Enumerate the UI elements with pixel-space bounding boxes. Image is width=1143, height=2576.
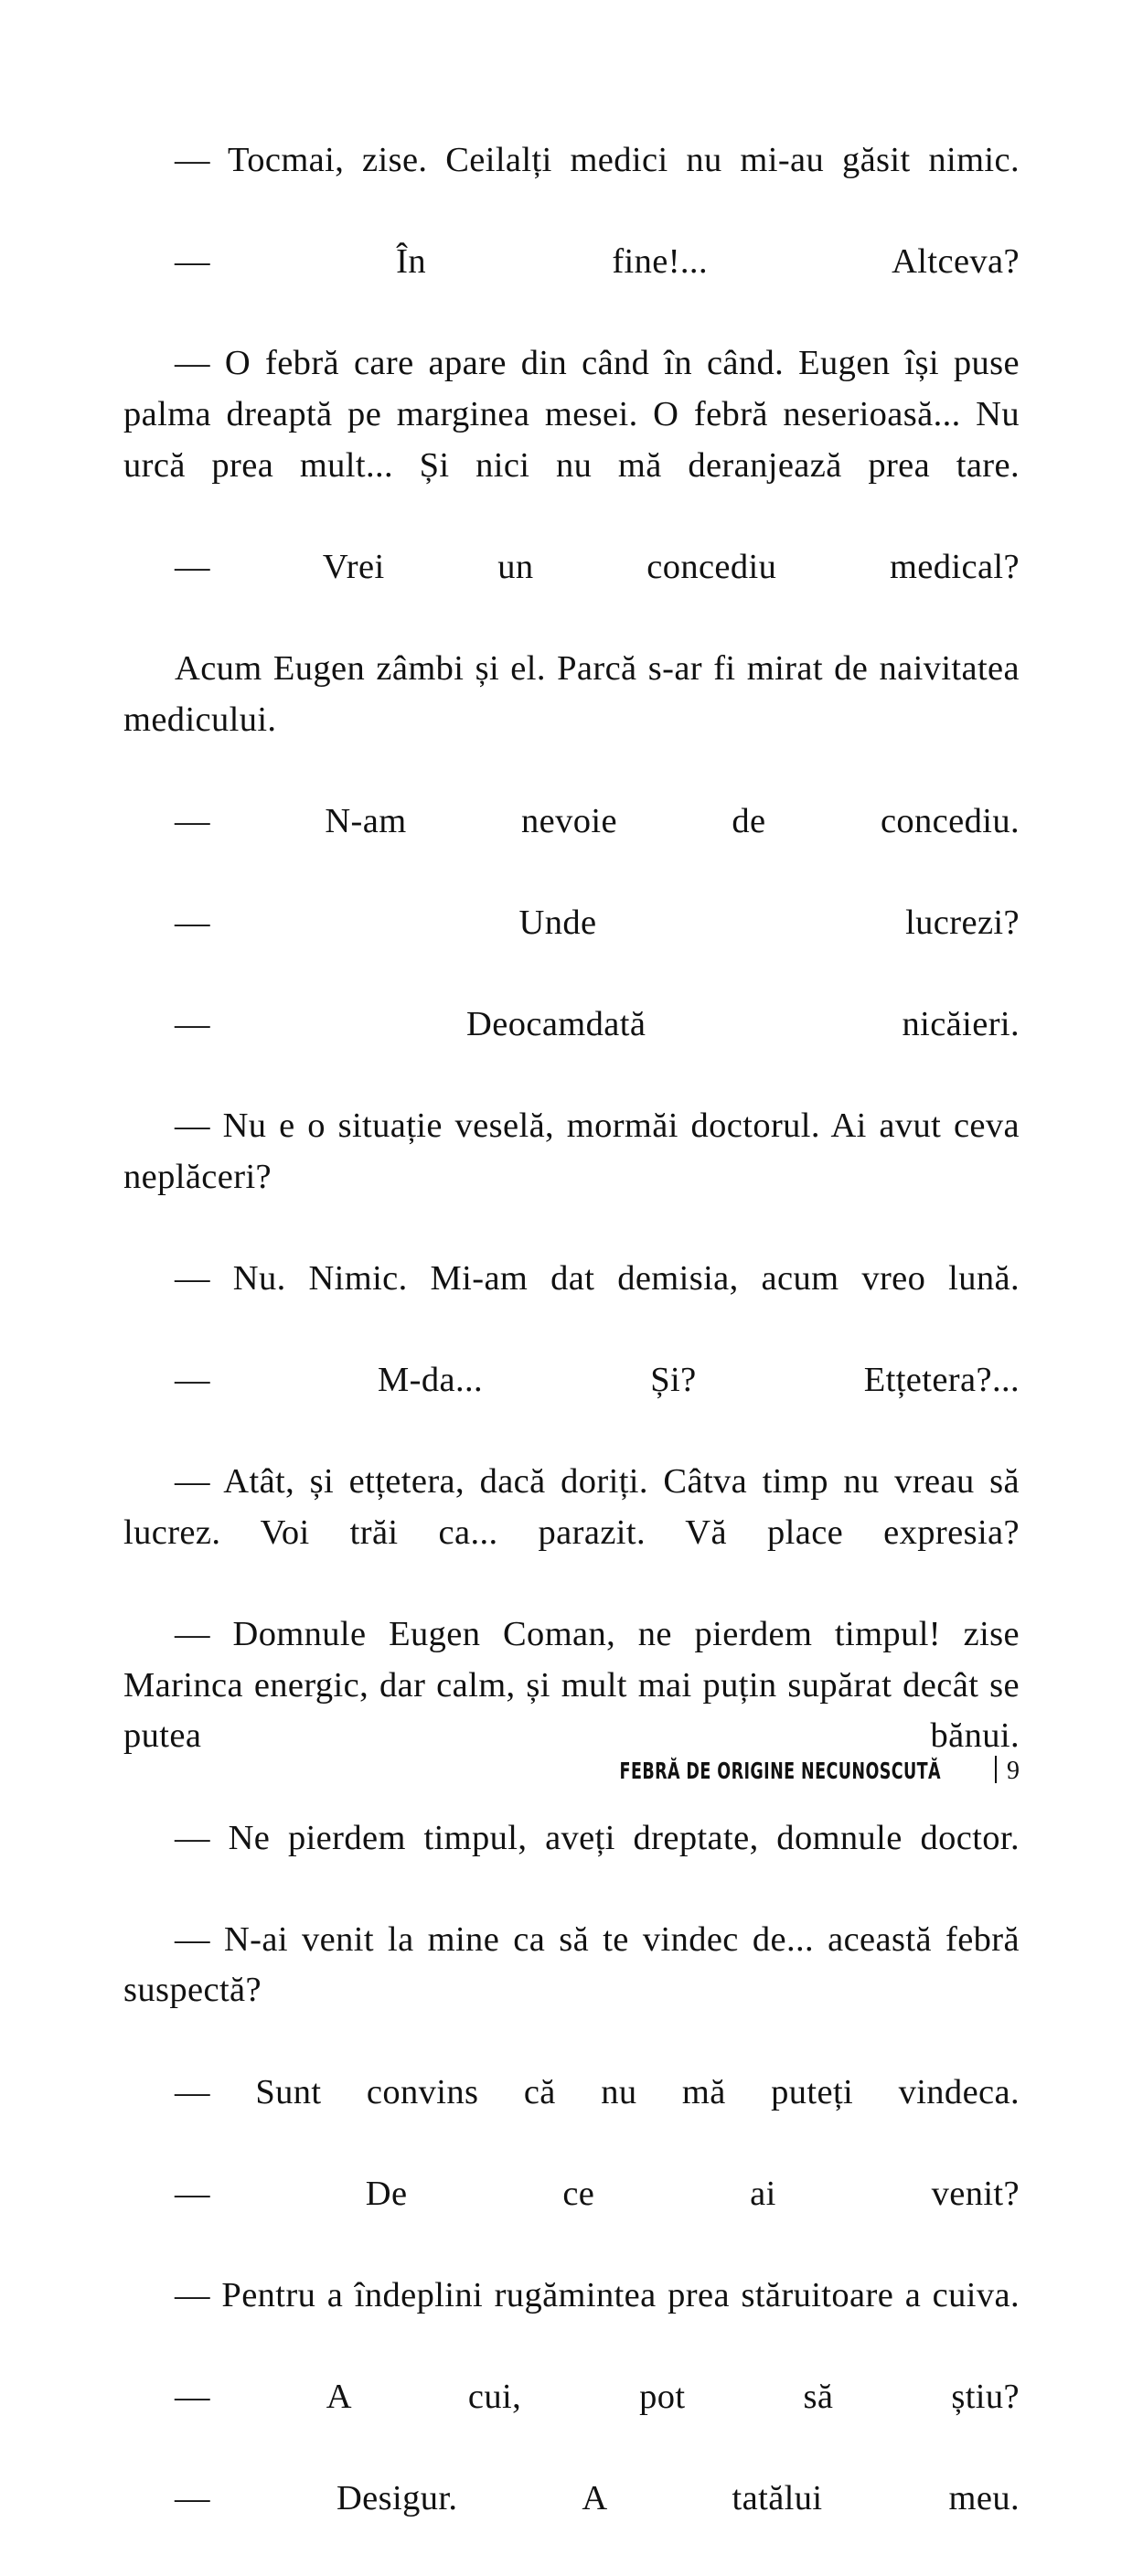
page-footer [123,1751,1020,1786]
body-paragraph: — Deocamdată nicăieri. [175,1005,1020,1044]
body-paragraph: — Vrei un concediu medical? [175,547,1020,586]
body-paragraph: — În fine!... Altceva? [175,242,1020,282]
page-number: 9 [1007,1757,1020,1785]
body-paragraph: — Atât, și etțetera, dacă doriți. Câtva timp nu vreau să lucrez. Voi trăi ca... parazit. Vă place expresia? [123,1462,1020,1553]
body-paragraph: — Tocmai, zise. Ceilalți medici nu mi-au găsit nimic. [175,141,1020,179]
body-paragraph: — Domnule Eugen Coman, ne pierdem timpul! zise Marinca energic, dar calm, și mult mai puțin supărat decât se putea bănui. [123,1615,1020,1756]
body-paragraph: — Ne pierdem timpul, aveți dreptate, domnule doctor. [175,1818,1020,1857]
body-paragraph: — Nu. Nimic. Mi-am dat demisia, acum vreo lună. [175,1259,1020,1299]
footer-separator-rule [995,1756,997,1783]
body-paragraph: — O febră care apare din când în când. Eugen își puse palma dreaptă pe marginea mesei. O febră neserioasă... Nu urcă prea mult... Și nici nu mă deranjează prea tare. [123,344,1020,485]
body-paragraph: — A cui, pot să știu? [175,2378,1020,2417]
body-paragraph: Acum Eugen zâmbi și el. Parcă s-ar fi mirat de naivitatea medicului. [123,648,1020,739]
body-paragraph: — N-am nevoie de concediu. [175,801,1020,840]
body-paragraph: — M-da... Și? Etțetera?... [175,1361,1020,1400]
body-paragraph: — De ce ai venit? [175,2174,1020,2213]
body-paragraph: — N-ai venit la mine ca să te vindec de... această febră suspectă? [123,1919,1020,2010]
body-paragraph: — Nu e o situație veselă, mormăi doctorul. Ai avut ceva neplăceri? [123,1106,1020,1196]
running-title: FEBRĂ DE ORIGINE NECUNOSCUTĂ [619,1758,942,1784]
body-paragraph: — Sunt convins că nu mă puteți vindeca. [175,2072,1020,2111]
body-paragraph: — Desigur. A tatălui meu. [175,2479,1020,2518]
page-body-text [123,135,1020,2576]
body-paragraph: — Unde lucrezi? [175,903,1020,942]
body-paragraph: — Pentru a îndeplini rugămintea prea stăruitoare a cuiva. [175,2275,1020,2314]
